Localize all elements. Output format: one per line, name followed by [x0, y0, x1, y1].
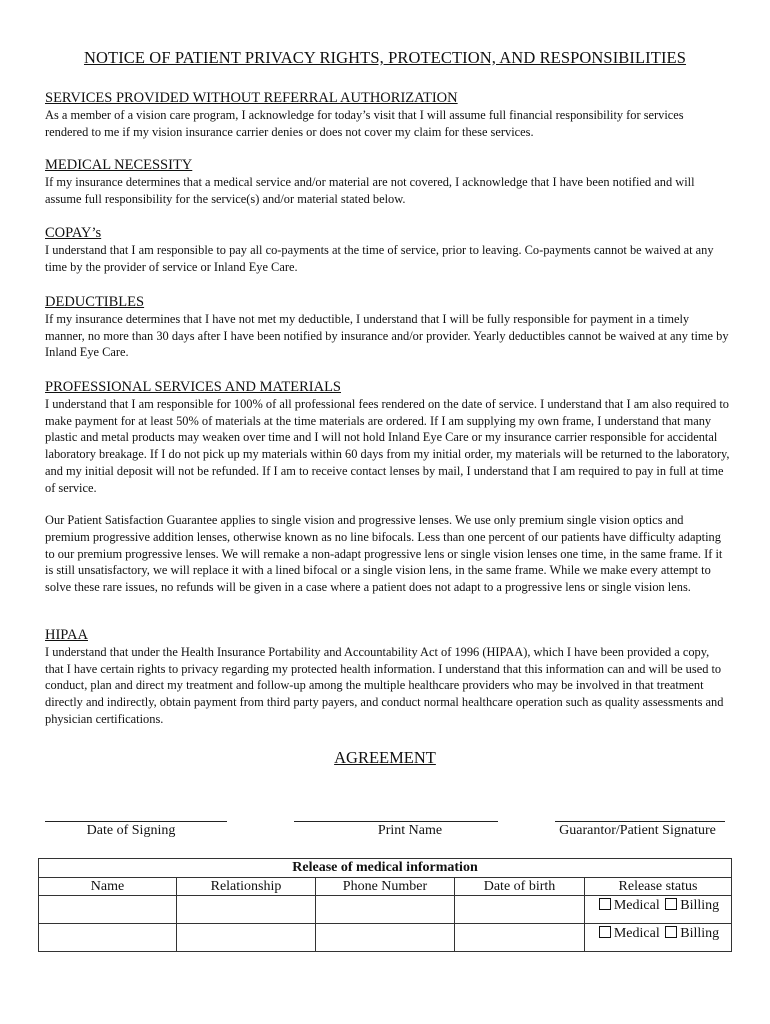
column-header-name: Name — [39, 878, 177, 896]
billing-option-label: Billing — [680, 898, 720, 913]
section-paragraph: If my insurance determines that I have not met my deductible, I understand that I will be fully responsible for payment in a timely manner, no more than 30 days after I have been notified by insurance and/or provider. Yearly deductibles cannot be waived at any time by Inland Eye Care. — [45, 312, 729, 360]
print-name-label: Print Name — [377, 823, 443, 838]
agreement-title: AGREEMENT — [334, 748, 436, 767]
section-paragraph: Our Patient Satisfaction Guarantee applies to single vision and progressive lenses. We use only premium single vision optics and premium progressive addition lenses, otherwise known as no line bifocals. Less than one percent of our patients have difficulty adapting to our premium progressive lenses. We will remake a non-adapt progressive lens or single vision lenses one time, in the same frame. If it is still unsatisfactory, we will replace it with a lined bifocal or a single vision lens, in the same frame. While we make every attempt to solve these rare issues, no refunds will be given in a case where a patient does not adapt to a progressive lens or single vision lens. — [45, 513, 723, 595]
release-status-cell — [585, 924, 732, 952]
name-cell[interactable] — [39, 924, 177, 952]
section-medical-necessity — [45, 157, 730, 207]
relationship-cell[interactable] — [177, 924, 316, 952]
billing-checkbox[interactable] — [665, 898, 677, 910]
relationship-cell[interactable] — [177, 896, 316, 924]
column-header-release-status: Release status — [585, 878, 732, 896]
column-header-dob: Date of birth — [455, 878, 585, 896]
column-header-phone: Phone Number — [316, 878, 455, 896]
print-name-signature-line[interactable] — [294, 821, 498, 822]
section-paragraph: I understand that under the Health Insurance Portability and Accountability Act of 1996 (HIPAA), which I have been provided a copy, that I have certain rights to privacy regarding my protected health information. I understand that this information can and will be used to conduct, plan and direct my treatment and follow-up among the multiple healthcare providers who may be involved in that treatment directly and indirectly, obtain payment from third party payers, and conduct normal healthcare operation such as quality assessments and physician certifications. — [45, 645, 724, 726]
column-header-relationship: Relationship — [177, 878, 316, 896]
section-copays — [45, 225, 730, 275]
table-row — [39, 896, 732, 924]
medical-option-label: Medical — [613, 926, 660, 941]
release-table-caption: Release of medical information — [39, 859, 732, 878]
guarantor-signature-line[interactable] — [555, 821, 725, 822]
section-heading: COPAY’s — [45, 225, 102, 241]
section-paragraph: I understand that I am responsible to pay all co-payments at the time of service, prior to leaving. Co-payments cannot be waived at any time by the provider of service or Inland Eye Care. — [45, 243, 714, 274]
section-deductibles — [45, 294, 730, 361]
dob-cell[interactable] — [455, 924, 585, 952]
section-heading: MEDICAL NECESSITY — [45, 157, 193, 173]
date-of-signing-label: Date of Signing — [86, 823, 176, 838]
guarantor-signature-label: Guarantor/Patient Signature — [559, 823, 716, 838]
section-paragraph: If my insurance determines that a medical service and/or material are not covered, I acknowledge that I have been notified and will assume full responsibility for the service(s) and/or material stated below. — [45, 175, 695, 206]
name-cell[interactable] — [39, 896, 177, 924]
document-title: NOTICE OF PATIENT PRIVACY RIGHTS, PROTECTION, AND RESPONSIBILITIES — [83, 48, 687, 67]
phone-cell[interactable] — [316, 896, 455, 924]
release-table — [38, 858, 732, 952]
section-referral — [45, 90, 730, 140]
medical-checkbox[interactable] — [599, 926, 611, 938]
section-hipaa — [45, 627, 730, 728]
date-signature-line[interactable] — [45, 821, 227, 822]
dob-cell[interactable] — [455, 896, 585, 924]
section-paragraph: As a member of a vision care program, I acknowledge for today’s visit that I will assume full financial responsibility for services rendered to me if my vision insurance carrier denies or does not cover my claim for these services. — [45, 108, 684, 139]
medical-option-label: Medical — [613, 898, 660, 913]
section-heading: HIPAA — [45, 627, 88, 643]
section-paragraph: I understand that I am responsible for 100% of all professional fees rendered on the date of service. I understand that I am also required to make payment for at least 50% of materials at the time materials are ordered. If I am supplying my own frame, I understand that many plastic and metal products may weaken over time and I will not hold Inland Eye Care or my insurance carrier responsible for accidental laboratory breakage. If I do not pick up my materials within 60 days from my initial order, my materials will be returned to the laboratory, and my initial deposit will not be refunded. If I am to receive contact lenses by mail, I understand that I am required to pay in full at time of service. — [45, 397, 730, 495]
phone-cell[interactable] — [316, 924, 455, 952]
release-status-cell — [585, 896, 732, 924]
medical-checkbox[interactable] — [599, 898, 611, 910]
section-heading: PROFESSIONAL SERVICES AND MATERIALS — [45, 379, 341, 395]
section-heading: DEDUCTIBLES — [45, 294, 145, 310]
section-heading: SERVICES PROVIDED WITHOUT REFERRAL AUTHORIZATION — [45, 90, 458, 106]
billing-option-label: Billing — [680, 926, 720, 941]
billing-checkbox[interactable] — [665, 926, 677, 938]
section-professional-services — [45, 379, 730, 596]
table-row — [39, 924, 732, 952]
